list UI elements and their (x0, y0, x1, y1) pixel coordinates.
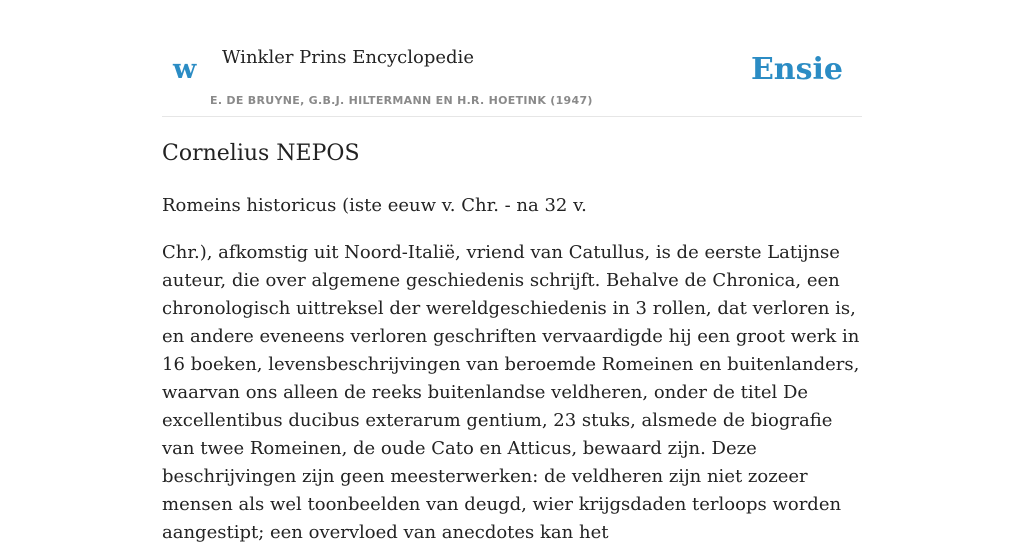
publication-logo[interactable]: w (173, 54, 197, 85)
article (162, 136, 862, 547)
publication-title[interactable]: Winkler Prins Encyclopedie (222, 47, 474, 68)
article-paragraph: Romeins historicus (iste eeuw v. Chr. - na 32 v. (162, 195, 587, 216)
publication-authors: E. DE BRUYNE, G.B.J. HILTERMANN EN H.R. HOETINK (1947) (210, 94, 593, 107)
site-header (162, 0, 862, 117)
article-paragraph: Chr.), afkomstig uit Noord-Italië, vriend van Catullus, is de eerste Latijnse auteur, die over algemene geschiedenis schrijft. Behalve de Chronica, een chronologisch uittreksel der wereldgeschiedenis in 3 rollen, dat verloren is, en andere eveneens verloren geschriften vervaardigde hij een groot werk in 16 boeken, levensbeschrijvingen van beroemde Romeinen en buitenlanders, waarvan ons alleen de reeks buitenlandse veldheren, onder de titel De excellentibus ducibus exterarum gentium, 23 stuks, alsmede de biografie van twee Romeinen, de oude Cato en Atticus, bewaard zijn. Deze beschrijvingen zijn geen meesterwerken: de veldheren zijn niet zozeer mensen als wel toonbeelden van deugd, wier krijgsdaden terloops worden aangestipt; een overvloed van anecdotes kan het (162, 242, 860, 543)
ensie-brand-logo[interactable]: Ensie (750, 52, 843, 87)
article-title: Cornelius NEPOS (162, 141, 360, 166)
